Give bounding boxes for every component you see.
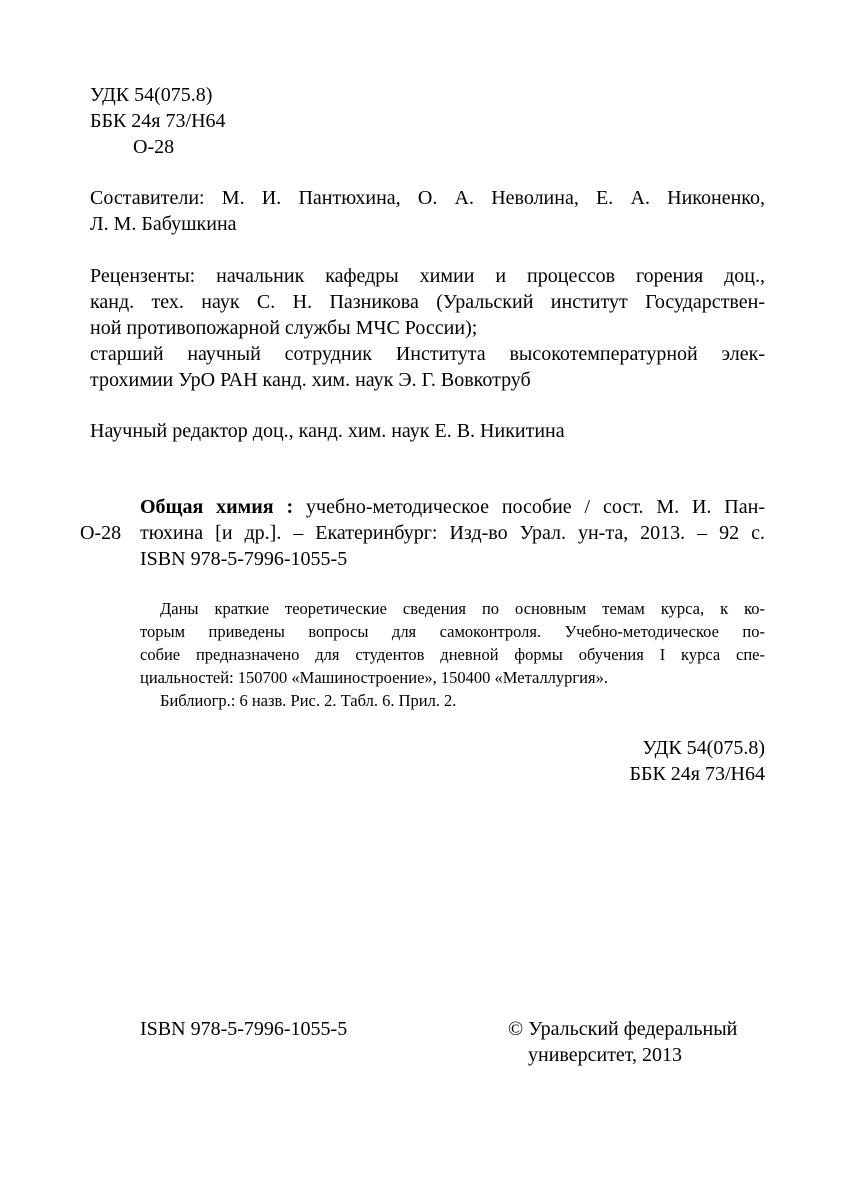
reviewers-line: старший научный сотрудник Института высокотемпературной элек-: [90, 343, 765, 365]
reviewers-line: трохимии УрО РАН канд. хим. наук Э. Г. Вовкотруб: [90, 369, 531, 391]
bib-title-rest: учебно-методическое пособие / сост. М. И. Пан-: [293, 496, 765, 518]
compilers-line: Л. М. Бабушкина: [90, 213, 237, 235]
bib-title-line: [140, 494, 765, 520]
author-mark: О-28: [133, 136, 175, 158]
isbn: ISBN 978-5-7996-1055-5: [140, 1018, 348, 1040]
annotation-line: торым приведены вопросы для самоконтроля. Учебно-методическое по-: [140, 622, 765, 641]
udk-code-footer: УДК 54(075.8): [642, 737, 765, 759]
reviewers-line: канд. тех. наук С. Н. Пазникова (Уральский институт Государствен-: [90, 291, 765, 313]
annotation-line: циальностей: 150700 «Машиностроение», 150400 «Металлургия».: [140, 668, 608, 687]
copyright-line: университет, 2013: [528, 1044, 683, 1066]
bibliography-stats: Библиогр.: 6 назв. Рис. 2. Табл. 6. Прил. 2.: [160, 691, 457, 710]
copyright-line: © Уральский федеральный: [508, 1018, 738, 1040]
margin-author-mark: О-28: [80, 522, 122, 544]
scientific-editor: Научный редактор доц., канд. хим. наук Е. В. Никитина: [90, 420, 565, 442]
annotation-line: собие предназначено для студентов дневной формы обучения I курса спе-: [140, 645, 765, 664]
udk-code: УДК 54(075.8): [90, 84, 213, 106]
bib-isbn: ISBN 978-5-7996-1055-5: [140, 548, 348, 570]
bib-publication-line: тюхина [и др.]. – Екатеринбург: Изд-во Урал. ун-та, 2013. – 92 с.: [140, 522, 765, 544]
bbk-code: ББК 24я 73/Н64: [90, 110, 226, 132]
annotation-line: Даны краткие теоретические сведения по основным темам курса, к ко-: [160, 599, 765, 618]
compilers-line: Составители: М. И. Пантюхина, О. А. Неволина, Е. А. Никоненко,: [90, 187, 765, 209]
reviewers-line: ной противопожарной службы МЧС России);: [90, 317, 478, 339]
bbk-code-footer: ББК 24я 73/Н64: [629, 763, 765, 785]
book-title: Общая химия :: [140, 496, 294, 518]
reviewers-line: Рецензенты: начальник кафедры химии и процессов горения доц.,: [90, 265, 765, 287]
